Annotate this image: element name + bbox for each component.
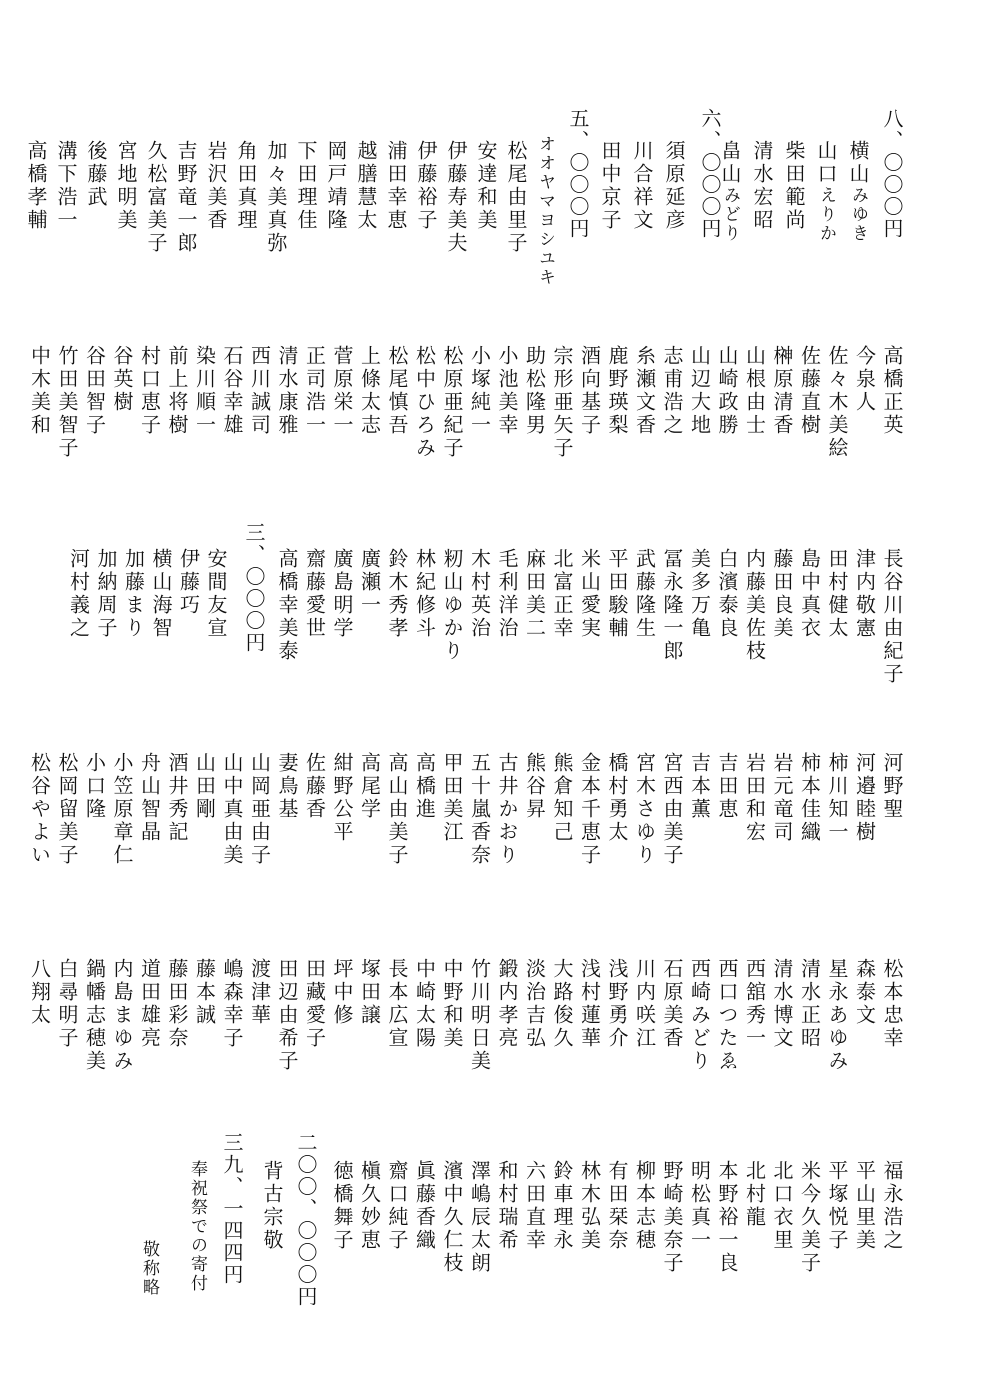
donor-name: 菅原栄一 bbox=[330, 345, 354, 437]
donor-name: 柴田範尚 bbox=[782, 140, 806, 232]
donor-name: 伊藤寿美夫 bbox=[444, 140, 468, 255]
donor-name: 今泉人 bbox=[852, 345, 877, 414]
donor-name: 浅村蓮華 bbox=[577, 958, 602, 1050]
donor-name: 小塚純一 bbox=[467, 345, 492, 437]
donor-name: 村口恵子 bbox=[137, 345, 162, 437]
donor-name: 助松隆男 bbox=[522, 345, 547, 437]
donor-name: 岡戸靖隆 bbox=[324, 140, 348, 232]
donor-name: 岩元竜司 bbox=[770, 752, 794, 844]
donor-name: 和村瑞希 bbox=[495, 1160, 519, 1252]
donor-name: 米山愛実 bbox=[577, 548, 602, 640]
donor-name: 嶋森幸子 bbox=[220, 958, 244, 1050]
donor-name: 酒向基子 bbox=[577, 345, 602, 437]
donor-name: 内島まゆみ bbox=[110, 958, 134, 1073]
donor-name: 宗形亜矢子 bbox=[550, 345, 574, 460]
donor-name: 田中京子 bbox=[598, 140, 622, 232]
donor-name: 北口衣里 bbox=[770, 1160, 794, 1252]
donor-name: 齋藤愛世 bbox=[302, 548, 327, 640]
donor-name: 谷英樹 bbox=[110, 345, 134, 414]
donor-name: 福永浩之 bbox=[880, 1160, 904, 1252]
donor-name: 藤田彩奈 bbox=[165, 958, 189, 1050]
donor-name: 田藏愛子 bbox=[302, 958, 327, 1050]
donor-name: 宮地明美 bbox=[114, 140, 138, 232]
donor-name: 糸瀬文香 bbox=[632, 345, 657, 437]
donor-name: 美多万亀 bbox=[687, 548, 712, 640]
donor-name: 伊藤裕子 bbox=[414, 140, 438, 232]
donor-name: 塚田譲 bbox=[357, 958, 382, 1027]
donor-name: 佐々木美絵 bbox=[825, 345, 849, 460]
donor-name: 松原亜紀子 bbox=[440, 345, 464, 460]
donor-name: 徳橋舞子 bbox=[330, 1160, 354, 1252]
donor-name: 加々美真弥 bbox=[264, 140, 288, 255]
donor-name: 本野裕一良 bbox=[715, 1160, 739, 1275]
donor-name: 八翔太 bbox=[27, 958, 52, 1027]
donor-name: 松尾由里子 bbox=[504, 140, 528, 255]
donor-name: 西口つたゑ bbox=[715, 958, 739, 1073]
donor-name: 林紀修斗 bbox=[412, 548, 437, 640]
donor-name: 伊藤巧 bbox=[176, 548, 201, 617]
donor-name: 松本忠幸 bbox=[880, 958, 904, 1050]
donor-name: 鈴車理永 bbox=[550, 1160, 574, 1252]
donor-name: 平田駿輔 bbox=[605, 548, 629, 640]
donor-name: 柳本志穂 bbox=[632, 1160, 657, 1252]
donor-name: 白尋明子 bbox=[55, 958, 79, 1050]
donor-name: 内藤美佐枝 bbox=[742, 548, 767, 663]
donor-name: 平塚悦子 bbox=[825, 1160, 849, 1252]
donor-name: 加納周子 bbox=[94, 548, 118, 640]
donor-name: 田辺由希子 bbox=[275, 958, 299, 1073]
donor-name: 高橋幸美泰 bbox=[275, 548, 299, 663]
footer-note: 敬称略 bbox=[139, 1240, 159, 1297]
donor-name: 松中ひろみ bbox=[412, 345, 437, 460]
donor-name: 金本千恵子 bbox=[577, 752, 602, 867]
donor-name: 野崎美奈子 bbox=[660, 1160, 684, 1275]
donor-name: 古井かおり bbox=[495, 752, 519, 867]
donor-name: 佐藤直樹 bbox=[797, 345, 822, 437]
donor-name: 鍛内孝亮 bbox=[495, 958, 519, 1050]
donor-name: 石原美香 bbox=[660, 958, 684, 1050]
donor-name: 宮木さゆり bbox=[632, 752, 657, 867]
donor-name: 山崎政勝 bbox=[715, 345, 739, 437]
donor-name: 吉本薫 bbox=[687, 752, 712, 821]
donor-name: 清水正昭 bbox=[797, 958, 822, 1050]
donor-name: 武藤隆生 bbox=[632, 548, 657, 640]
donor-name: 山辺大地 bbox=[687, 345, 712, 437]
donor-name: 熊倉知己 bbox=[550, 752, 574, 844]
donor-name: 西川誠司 bbox=[247, 345, 272, 437]
donor-name: 五十嵐香奈 bbox=[467, 752, 492, 867]
donor-name: 柿川知一 bbox=[825, 752, 849, 844]
donor-name: 森泰文 bbox=[852, 958, 877, 1027]
donor-name: 谷田智子 bbox=[82, 345, 107, 437]
donor-name: 宮西由美子 bbox=[660, 752, 684, 867]
donor-name: 長本広宣 bbox=[385, 958, 409, 1050]
donor-name: 下田理佳 bbox=[294, 140, 318, 232]
donor-name: 川合祥文 bbox=[630, 140, 654, 232]
donor-name: 坪中修 bbox=[330, 958, 354, 1027]
donor-name: 加藤まり bbox=[121, 548, 146, 640]
donor-name: オオヤマヨシユキ bbox=[535, 135, 555, 287]
donor-name: 島中真衣 bbox=[797, 548, 822, 640]
donor-name: 清水康雅 bbox=[275, 345, 299, 437]
donor-name: 松岡留美子 bbox=[55, 752, 79, 867]
donor-name: 小口隆 bbox=[82, 752, 107, 821]
donor-name: 吉田恵 bbox=[715, 752, 739, 821]
donor-name: 松谷やよい bbox=[27, 752, 52, 867]
donor-name: 西崎みどり bbox=[687, 958, 712, 1073]
amount-label-3000: 三、〇〇〇円 bbox=[242, 522, 266, 654]
donor-name: 久松富美子 bbox=[144, 140, 168, 255]
donor-name: 角田真理 bbox=[234, 140, 258, 232]
donor-name: 北村龍 bbox=[742, 1160, 767, 1229]
donor-name: 中木美和 bbox=[27, 345, 52, 437]
donor-name: 竹川明日美 bbox=[467, 958, 492, 1073]
donor-name: 藤田良美 bbox=[770, 548, 794, 640]
donor-name: 渡津華 bbox=[247, 958, 272, 1027]
donor-name: 小笠原章仁 bbox=[110, 752, 134, 867]
donor-name: 浦田幸恵 bbox=[384, 140, 408, 232]
donor-name: 清水宏昭 bbox=[750, 140, 774, 232]
donor-name: 毛利洋治 bbox=[495, 548, 519, 640]
donor-name: 前上将樹 bbox=[165, 345, 189, 437]
donor-name: 清水博文 bbox=[770, 958, 794, 1050]
amount-label-8000: 八、〇〇〇円 bbox=[880, 108, 904, 240]
donor-name: 上條太志 bbox=[357, 345, 382, 437]
donor-name: 橋村勇太 bbox=[605, 752, 629, 844]
donor-name: 柿本佳織 bbox=[797, 752, 822, 844]
donor-name: 紺野公平 bbox=[330, 752, 354, 844]
donor-name: 中崎太陽 bbox=[412, 958, 437, 1050]
donor-name: 長谷川由紀子 bbox=[880, 548, 904, 686]
donor-name: 星永あゆみ bbox=[825, 958, 849, 1073]
donor-name: 鹿野瑛梨 bbox=[605, 345, 629, 437]
donor-name: 高橋進 bbox=[412, 752, 437, 821]
donor-name: 志甫浩之 bbox=[660, 345, 684, 437]
donor-name: 木村英治 bbox=[467, 548, 492, 640]
donor-name: 槇久妙恵 bbox=[357, 1160, 382, 1252]
donor-name: 林木弘美 bbox=[577, 1160, 602, 1252]
amount-label-5000: 五、〇〇〇円 bbox=[566, 108, 590, 240]
donor-name: 高橋孝輔 bbox=[24, 140, 48, 232]
donor-name: 浅野勇介 bbox=[605, 958, 629, 1050]
donor-name: 澤嶋辰太朗 bbox=[467, 1160, 492, 1275]
donor-name: 山中真由美 bbox=[220, 752, 244, 867]
donor-name: 河邉睦樹 bbox=[852, 752, 877, 844]
donor-name: 吉野竜一郎 bbox=[174, 140, 198, 255]
donor-name: 岩田和宏 bbox=[742, 752, 767, 844]
donor-name: 舟山智晶 bbox=[137, 752, 162, 844]
donor-name: 須原延彦 bbox=[662, 140, 686, 232]
donor-name: 廣島明学 bbox=[330, 548, 354, 640]
donor-name: 米今久美子 bbox=[797, 1160, 822, 1275]
donor-name: 大路俊久 bbox=[550, 958, 574, 1050]
donor-name: 高尾学 bbox=[357, 752, 382, 821]
donor-name: 佐藤香 bbox=[302, 752, 327, 821]
amount-label-6000: 六、〇〇〇円 bbox=[698, 108, 722, 240]
donor-name: 麻田美二 bbox=[522, 548, 547, 640]
donor-name: 高橋正英 bbox=[880, 345, 904, 437]
donor-name: 津内敬憲 bbox=[852, 548, 877, 640]
donor-name: 小池美幸 bbox=[495, 345, 519, 437]
donor-name: 鍋幡志穂美 bbox=[82, 958, 107, 1073]
donor-name: 甲田美江 bbox=[440, 752, 464, 844]
donor-name: 松尾慎吾 bbox=[385, 345, 409, 437]
donor-name: 川内咲江 bbox=[632, 958, 657, 1050]
donor-name: 白濱泰良 bbox=[715, 548, 739, 640]
donor-name: 正司浩一 bbox=[302, 345, 327, 437]
donor-name: 六田直幸 bbox=[522, 1160, 547, 1252]
donor-name: 山根由士 bbox=[742, 345, 767, 437]
donor-name: 安達和美 bbox=[474, 140, 498, 232]
donor-name: 山田剛 bbox=[192, 752, 217, 821]
donor-name: 岩沢美香 bbox=[204, 140, 228, 232]
donor-name: 明松真一 bbox=[687, 1160, 712, 1252]
total-amount: 三九、一四四円 bbox=[220, 1132, 244, 1286]
donor-name: 背古宗敬 bbox=[260, 1160, 284, 1252]
donor-name: 山岡亜由子 bbox=[247, 752, 272, 867]
donor-name: 安間友宣 bbox=[204, 548, 228, 640]
footer-caption: 奉祝祭での寄付 bbox=[187, 1160, 207, 1293]
donor-name: 妻鳥基 bbox=[275, 752, 299, 821]
donor-name: 河野聖 bbox=[880, 752, 904, 821]
donor-name: 平山里美 bbox=[852, 1160, 877, 1252]
donor-name: 畠山みどり bbox=[718, 140, 742, 243]
donor-name: 北富正幸 bbox=[550, 548, 574, 640]
donor-name: 河村義之 bbox=[66, 548, 91, 640]
donor-name: 山口えりか bbox=[814, 140, 838, 243]
donor-name: 酒井秀記 bbox=[165, 752, 189, 844]
donor-name: 有田栞奈 bbox=[605, 1160, 629, 1252]
donor-name: 濱中久仁枝 bbox=[440, 1160, 464, 1275]
donor-name: 鈴木秀孝 bbox=[385, 548, 409, 640]
donor-name: 道田雄亮 bbox=[137, 958, 162, 1050]
donor-name: 淡治吉弘 bbox=[522, 958, 547, 1050]
donor-name: 横山みゆき bbox=[846, 140, 870, 243]
donor-name: 後藤武 bbox=[84, 140, 108, 209]
donor-name: 越膳慧太 bbox=[354, 140, 378, 232]
donor-name: 竹田美智子 bbox=[55, 345, 79, 460]
donor-name: 横山海智 bbox=[149, 548, 173, 640]
donor-name: 籾山ゆかり bbox=[440, 548, 464, 663]
donor-name: 熊谷昇 bbox=[522, 752, 547, 821]
donor-name: 西舘秀一 bbox=[742, 958, 767, 1050]
donor-name: 廣瀬一 bbox=[357, 548, 382, 617]
donor-name: 溝下浩一 bbox=[54, 140, 78, 232]
donor-name: 齋口純子 bbox=[385, 1160, 409, 1252]
donor-name: 藤本誠 bbox=[192, 958, 217, 1027]
donor-name: 石谷幸雄 bbox=[220, 345, 244, 437]
donor-name: 榊原清香 bbox=[770, 345, 794, 437]
donor-name: 田村健太 bbox=[825, 548, 849, 640]
amount-label-200000: 二〇〇、〇〇〇円 bbox=[294, 1132, 318, 1308]
donor-name: 眞藤香織 bbox=[412, 1160, 437, 1252]
donor-name: 冨永隆一郎 bbox=[660, 548, 684, 663]
donor-name: 中野和美 bbox=[440, 958, 464, 1050]
donor-name: 染川順一 bbox=[192, 345, 217, 437]
donor-name: 高山由美子 bbox=[385, 752, 409, 867]
